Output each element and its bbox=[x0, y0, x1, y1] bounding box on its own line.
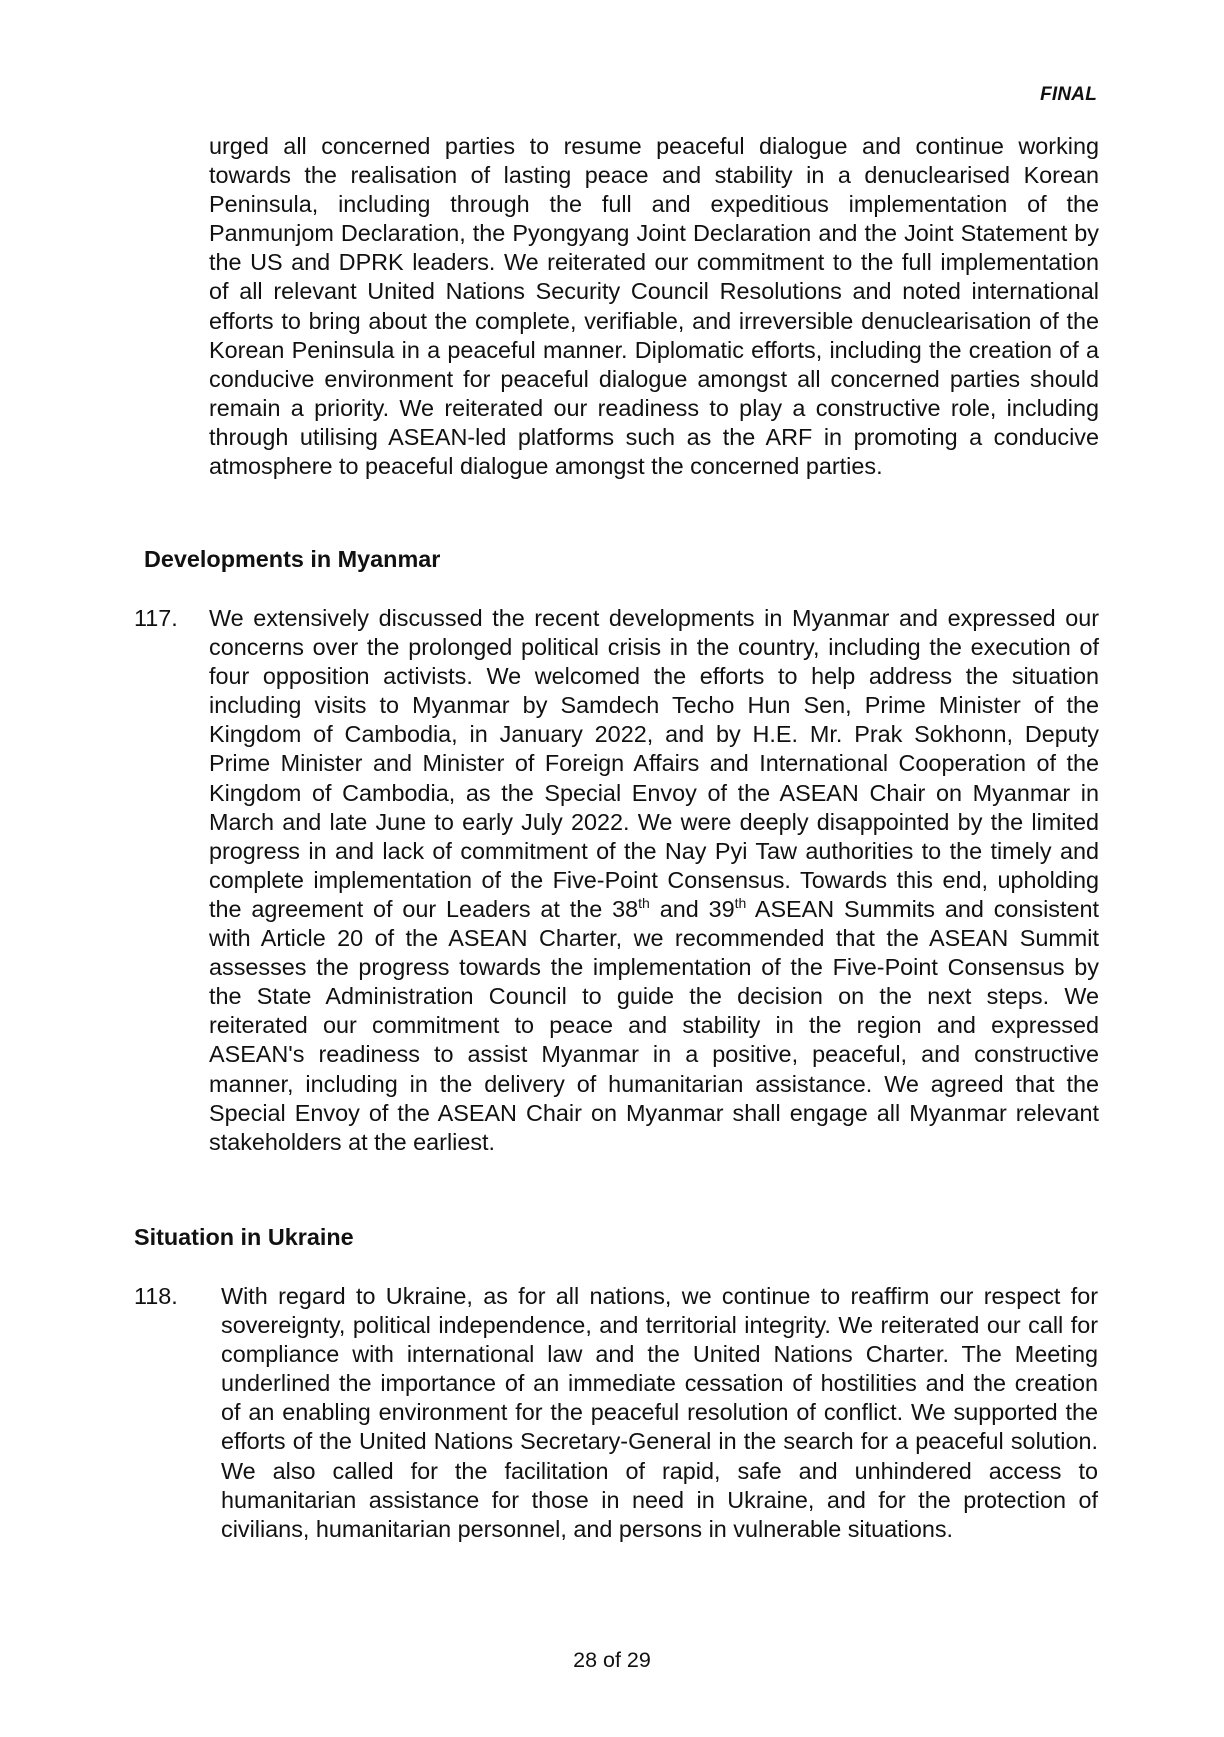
paragraph-117-text-3: ASEAN Summits and consistent with Article 20 of the ASEAN Charter, we recommended that the ASEAN Summit assesses the progress towards the implementation of the Five-Point Consensus by the State Administration Council to guide the decision on the next steps. We reiterated our commitment to peace and stability in the region and expressed ASEAN's readiness to assist Myanmar in a positive, peaceful, and constructive manner, including in the delivery of humanitarian assistance. We agreed that the Special Envoy of the ASEAN Chair on Myanmar shall engage all Myanmar relevant stakeholders at the earliest. bbox=[209, 895, 1100, 1155]
paragraph-117-text-2: and 39 bbox=[649, 895, 735, 922]
paragraph-number-118: 118. bbox=[134, 1283, 178, 1309]
continued-paragraph: urged all concerned parties to resume peaceful dialogue and continue working towards the realisation of lasting peace and stability in a denuclearised Korean Peninsula, including through the full and expeditious implementation of the Panmunjom Declaration, the Pyongyang Joint Declaration and the Joint Statement by the US and DPRK leaders. We reiterated our commitment to the full implementation of all relevant United Nations Security Council Resolutions and noted international efforts to bring about the complete, verifiable, and irreversible denuclearisation of the Korean Peninsula in a peaceful manner. Diplomatic efforts, including the creation of a conducive environment for peaceful dialogue amongst all concerned parties should remain a priority. We reiterated our readiness to play a constructive role, including through utilising ASEAN-led platforms such as the ARF in promoting a conducive atmosphere to peaceful dialogue amongst the concerned parties. bbox=[209, 133, 1099, 480]
ordinal-suffix-39: th bbox=[734, 895, 747, 912]
section-heading-myanmar: Developments in Myanmar bbox=[144, 546, 441, 572]
paragraph-118: With regard to Ukraine, as for all nations, we continue to reaffirm our respect for sovereignty, political independence, and territorial integrity. We reiterated our call for compliance with international law and the United Nations Charter. The Meeting underlined the importance of an immediate cessation of hostilities and the creation of an enabling environment for the peaceful resolution of conflict. We supported the efforts of the United Nations Secretary-General in the search for a peaceful solution. We also called for the facilitation of rapid, safe and unhindered access to humanitarian assistance for those in need in Ukraine, and for the protection of civilians, humanitarian personnel, and persons in vulnerable situations. bbox=[221, 1283, 1098, 1542]
paragraph-117-text-1: We extensively discussed the recent developments in Myanmar and expressed our concerns over the prolonged political crisis in the country, including the execution of four opposition activists. We welcomed the efforts to help address the situation including visits to Myanmar by Samdech Techo Hun Sen, Prime Minister of the Kingdom of Cambodia, in January 2022, and by H.E. Mr. Prak Sokhonn, Deputy Prime Minister and Minister of Foreign Affairs and International Cooperation of the Kingdom of Cambodia, as the Special Envoy of the ASEAN Chair on Myanmar in March and late June to early July 2022. We were deeply disappointed by the limited progress in and lack of commitment of the Nay Pyi Taw authorities to the timely and complete implementation of the Five-Point Consensus. Towards this end, upholding the agreement of our Leaders at the 38 bbox=[209, 605, 1099, 922]
paragraph-117 bbox=[209, 604, 1099, 1157]
page-number: 28 of 29 bbox=[573, 1648, 651, 1672]
section-heading-ukraine: Situation in Ukraine bbox=[134, 1224, 354, 1250]
document-status-label: FINAL bbox=[1040, 84, 1097, 105]
ordinal-suffix-38: th bbox=[638, 895, 650, 912]
paragraph-number-117: 117. bbox=[134, 605, 178, 631]
